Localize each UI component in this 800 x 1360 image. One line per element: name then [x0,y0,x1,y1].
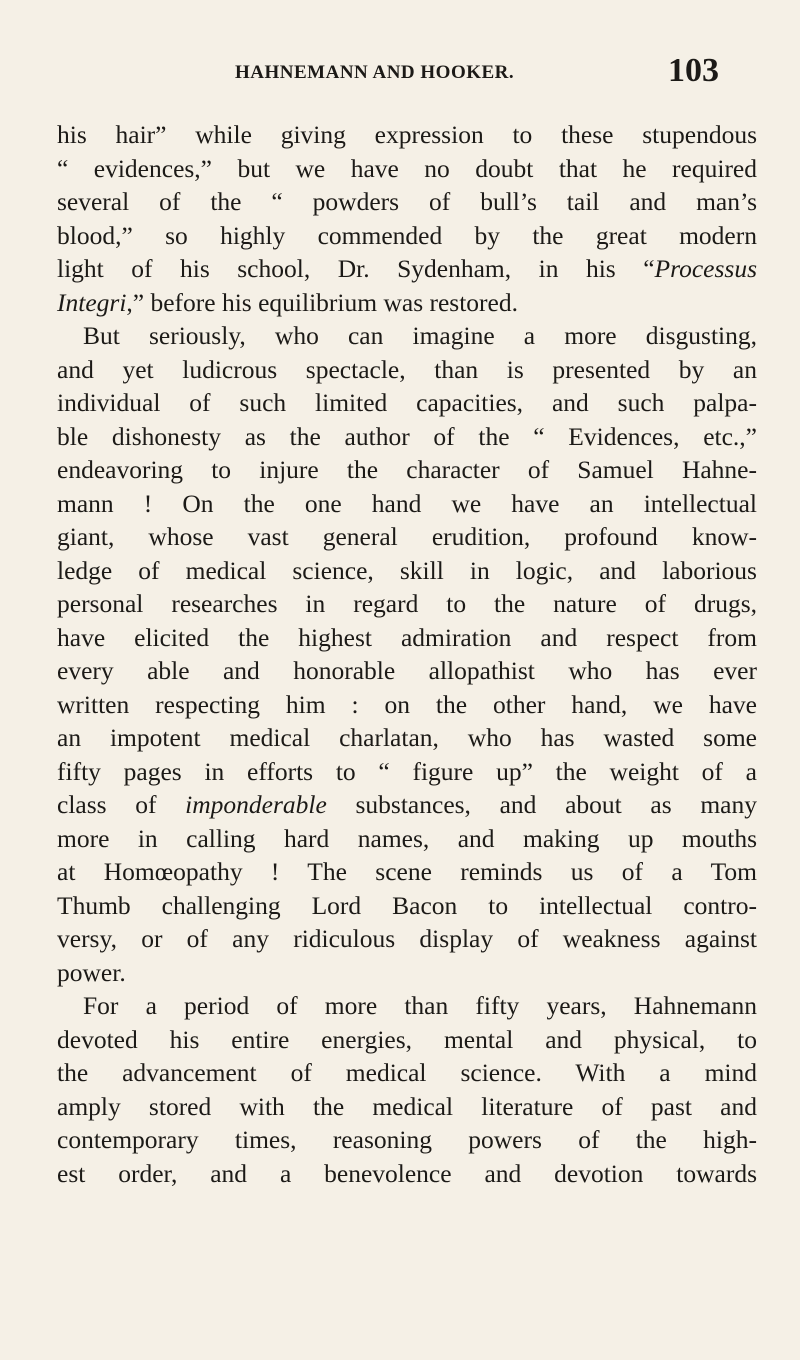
text-line: mann ! On the one hand we have an intellectual [57,488,757,518]
text-line: his hair” while giving expression to these stupendous [57,120,757,149]
text-line: written respecting him : on the other hand, we have [57,689,757,719]
text-line: every able and honorable allopathist who has ever [57,656,757,685]
text-line: fifty pages in efforts to “ figure up” the weight of a [57,756,757,786]
text-fragment: class of [57,790,186,819]
text-line: at Homœopathy ! The scene reminds us of a Tom [57,857,757,886]
text-line: power. [57,957,126,987]
text-line: ledge of medical science, skill in logic, and laborious [57,555,757,585]
text-line: personal researches in regard to the nature of drugs, [57,589,757,618]
text-fragment: ,” before his equilibrium was restored. [126,287,518,317]
text-line: more in calling hard names, and making up mouths [57,823,757,853]
text-line: For a period of more than fifty years, Hahnemann [83,991,757,1020]
text-line [57,286,757,320]
page-number: 103 [668,52,719,89]
text-line [57,252,757,286]
text-line: amply stored with the medical literature of past and [57,1091,757,1121]
italic-title: Integri [57,287,127,317]
text-line: an impotent medical charlatan, who has wasted some [57,723,757,752]
text-line: “ evidences,” but we have no doubt that he required [57,153,757,183]
text-line: devoted his entire energies, mental and physical, to [57,1024,757,1054]
text-fragment: light of his school, Dr. Sydenham, in his “ [57,254,655,283]
text-line: the advancement of medical science. With a mind [57,1058,757,1087]
text-line: contemporary times, reasoning powers of the high- [57,1125,757,1154]
text-line: But seriously, who can imagine a more disgusting, [83,321,757,350]
body-text [57,118,757,1190]
text-line: versy, or of any ridiculous display of weakness against [57,924,757,953]
text-line: blood,” so highly commended by the great modern [57,220,757,250]
text-line: several of the “ powders of bull’s tail and man’s [57,187,757,216]
text-line: endeavoring to injure the character of Samuel Hahne- [57,455,757,484]
italic-word: imponderable [185,790,327,819]
text-line: individual of such limited capacities, and such palpa- [57,388,757,417]
text-line: and yet ludicrous spectacle, than is presented by an [57,354,757,384]
text-line: Thumb challenging Lord Bacon to intellectual contro- [57,890,757,920]
text-line: giant, whose vast general erudition, profound know- [57,522,757,551]
running-head: HAHNEMANN AND HOOKER. [235,62,515,83]
text-line: have elicited the highest admiration and respect from [57,622,757,652]
text-line: ble dishonesty as the author of the “ Evidences, etc.,” [57,421,757,451]
text-line [57,788,757,822]
text-fragment: substances, and about as many [326,790,757,819]
italic-title: Processus [654,254,757,283]
text-line: est order, and a benevolence and devotion towards [57,1158,757,1188]
